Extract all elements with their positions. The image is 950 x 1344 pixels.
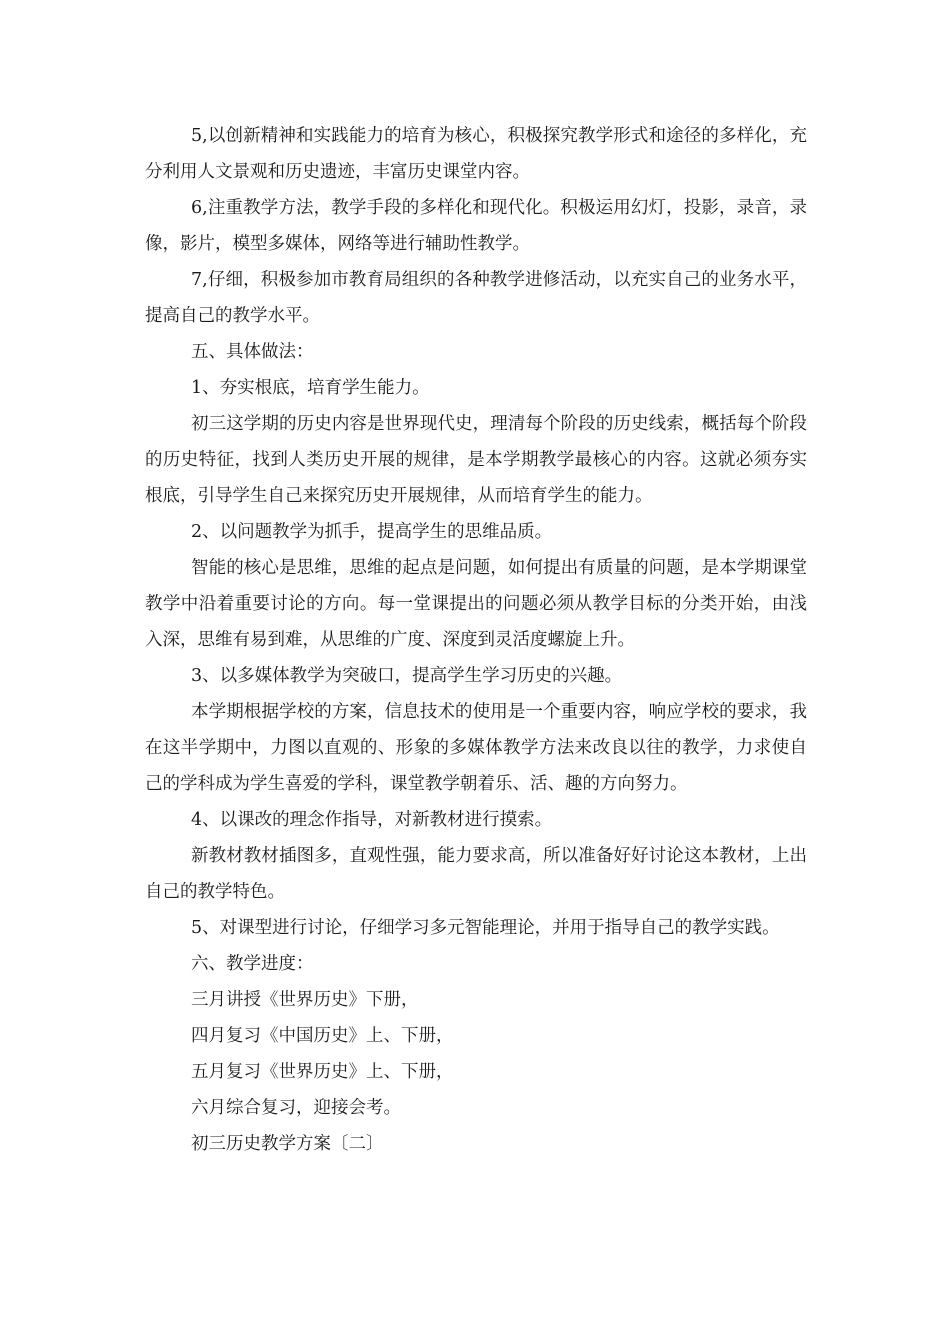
paragraph-method-2: 智能的核心是思维，思维的起点是问题，如何提出有质量的问题，是本学期课堂教学中沿着重要讨论的方向。每一堂课提出的问题必须从教学目标的分类开始，由浅入深，思维有易到难，从思维的广度、深度到灵活度螺旋上升。 — [145, 558, 807, 650]
schedule-item-may: 五月复习《世界历史》上、下册， — [191, 1062, 454, 1082]
schedule-item-april: 四月复习《中国历史》上、下册， — [191, 1026, 454, 1046]
paragraph-principle-7: 7,仔细，积极参加市教育局组织的各种教学进修活动，以充实自己的业务水平，提高自己的教学水平。 — [145, 270, 807, 326]
document-body — [145, 118, 807, 1162]
schedule-item-march: 三月讲授《世界历史》下册， — [191, 990, 419, 1010]
section-heading-schedule: 六、教学进度： — [191, 954, 314, 974]
schedule-item-june: 六月综合复习，迎接会考。 — [191, 1098, 401, 1118]
paragraph-method-1: 初三这学期的历史内容是世界现代史，理清每个阶段的历史线索，概括每个阶段的历史特征，找到人类历史开展的规律，是本学期教学最核心的内容。这就必须夯实根底，引导学生自己来探究历史开展规律，从而培育学生的能力。 — [145, 414, 807, 506]
paragraph-method-3: 本学期根据学校的方案，信息技术的使用是一个重要内容，响应学校的要求，我在这半学期中，力图以直观的、形象的多媒体教学方法来改良以往的教学，力求使自己的学科成为学生喜爱的学科，课堂教学朝着乐、活、趣的方向努力。 — [145, 702, 807, 794]
paragraph-method-5: 5、对课型进行讨论，仔细学习多元智能理论，并用于指导自己的教学实践。 — [191, 918, 780, 938]
subheading-method-3: 3、以多媒体教学为突破口，提高学生学习历史的兴趣。 — [191, 666, 623, 686]
subheading-method-1: 1、夯实根底，培育学生能力。 — [191, 378, 430, 398]
section-heading-methods: 五、具体做法： — [191, 342, 314, 362]
paragraph-principle-5: 5,以创新精神和实践能力的培育为核心，积极探究教学形式和途径的多样化，充分利用人文景观和历史遗迹，丰富历史课堂内容。 — [145, 126, 807, 182]
subheading-method-4: 4、以课改的理念作指导，对新教材进行摸索。 — [191, 810, 553, 830]
paragraph-principle-6: 6,注重教学方法，教学手段的多样化和现代化。积极运用幻灯，投影，录音，录像，影片，模型多媒体，网络等进行辅助性教学。 — [145, 198, 807, 254]
paragraph-method-4: 新教材教材插图多，直观性强，能力要求高，所以准备好好讨论这本教材，上出自己的教学特色。 — [145, 846, 807, 902]
subheading-method-2: 2、以问题教学为抓手，提高学生的思维品质。 — [191, 522, 553, 542]
next-document-title: 初三历史教学方案〔二〕 — [191, 1134, 384, 1154]
